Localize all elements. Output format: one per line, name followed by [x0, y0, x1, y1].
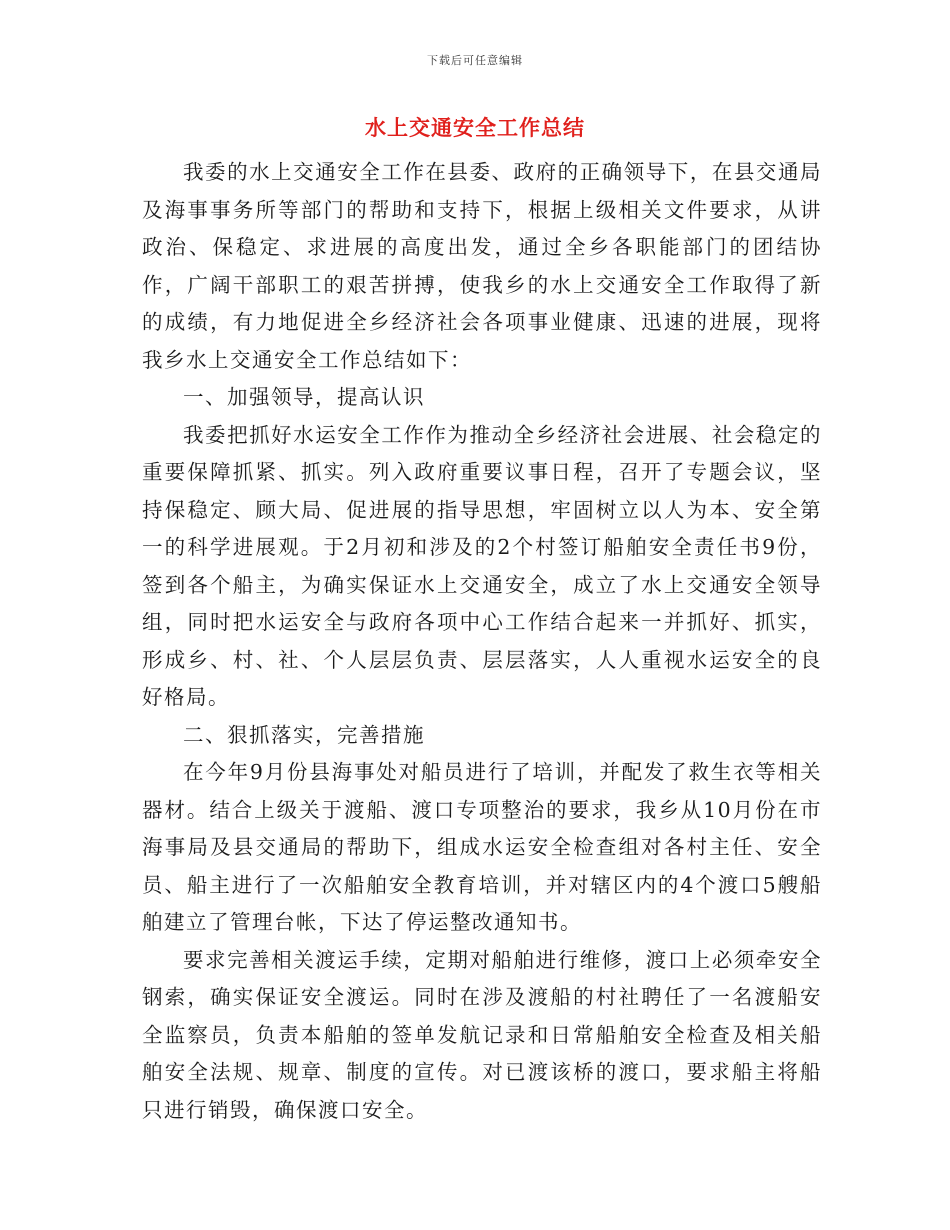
paragraph-section-2b: 要求完善相关渡运手续，定期对船舶进行维修，渡口上必须牵安全钢索，确实保证安全渡运。同时在涉及渡船的村社聘任了一名渡船安全监察员，负责本船舶的签单发航记录和日常船舶安全检查及相关船舶安全法规、规章、制度的宣传。对已渡该桥的渡口，要求船主将船只进行销毁，确保渡口安全。	[142, 947, 822, 1122]
section-heading-2: 二、狠抓落实，完善措施	[183, 722, 425, 747]
header-note: 下载后可任意编辑	[427, 54, 523, 67]
paragraph-section-1: 我委把抓好水运安全工作作为推动全乡经济社会进展、社会稳定的重要保障抓紧、抓实。列入政府重要议事日程，召开了专题会议，坚持保稳定、顾大局、促进展的指导思想，牢固树立以人为本、安全第一的科学进展观。于2月初和涉及的2个村签订船舶安全责任书9份，签到各个船主，为确实保证水上交通安全，成立了水上交通安全领导组，同时把水运安全与政府各项中心工作结合起来一并抓好、抓实，形成乡、村、社、个人层层负责、层层落实，人人重视水运安全的良好格局。	[142, 422, 822, 709]
document-body	[142, 154, 822, 1129]
paragraph-intro: 我委的水上交通安全工作在县委、政府的正确领导下，在县交通局及海事事务所等部门的帮助和支持下，根据上级相关文件要求，从讲政治、保稳定、求进展的高度出发，通过全乡各职能部门的团结协作，广阔干部职工的艰苦拼搏，使我乡的水上交通安全工作取得了新的成绩，有力地促进全乡经济社会各项事业健康、迅速的进展，现将我乡水上交通安全工作总结如下：	[142, 160, 822, 372]
section-heading-1: 一、加强领导，提高认识	[183, 385, 425, 409]
document-title: 水上交通安全工作总结	[365, 115, 585, 140]
paragraph-section-2a: 在今年9月份县海事处对船员进行了培训，并配发了救生衣等相关器材。结合上级关于渡船、渡口专项整治的要求，我乡从10月份在市海事局及县交通局的帮助下，组成水运安全检查组对各村主任、安全员、船主进行了一次船舶安全教育培训，并对辖区内的4个渡口5艘船舶建立了管理台帐，下达了停运整改通知书。	[142, 760, 822, 934]
